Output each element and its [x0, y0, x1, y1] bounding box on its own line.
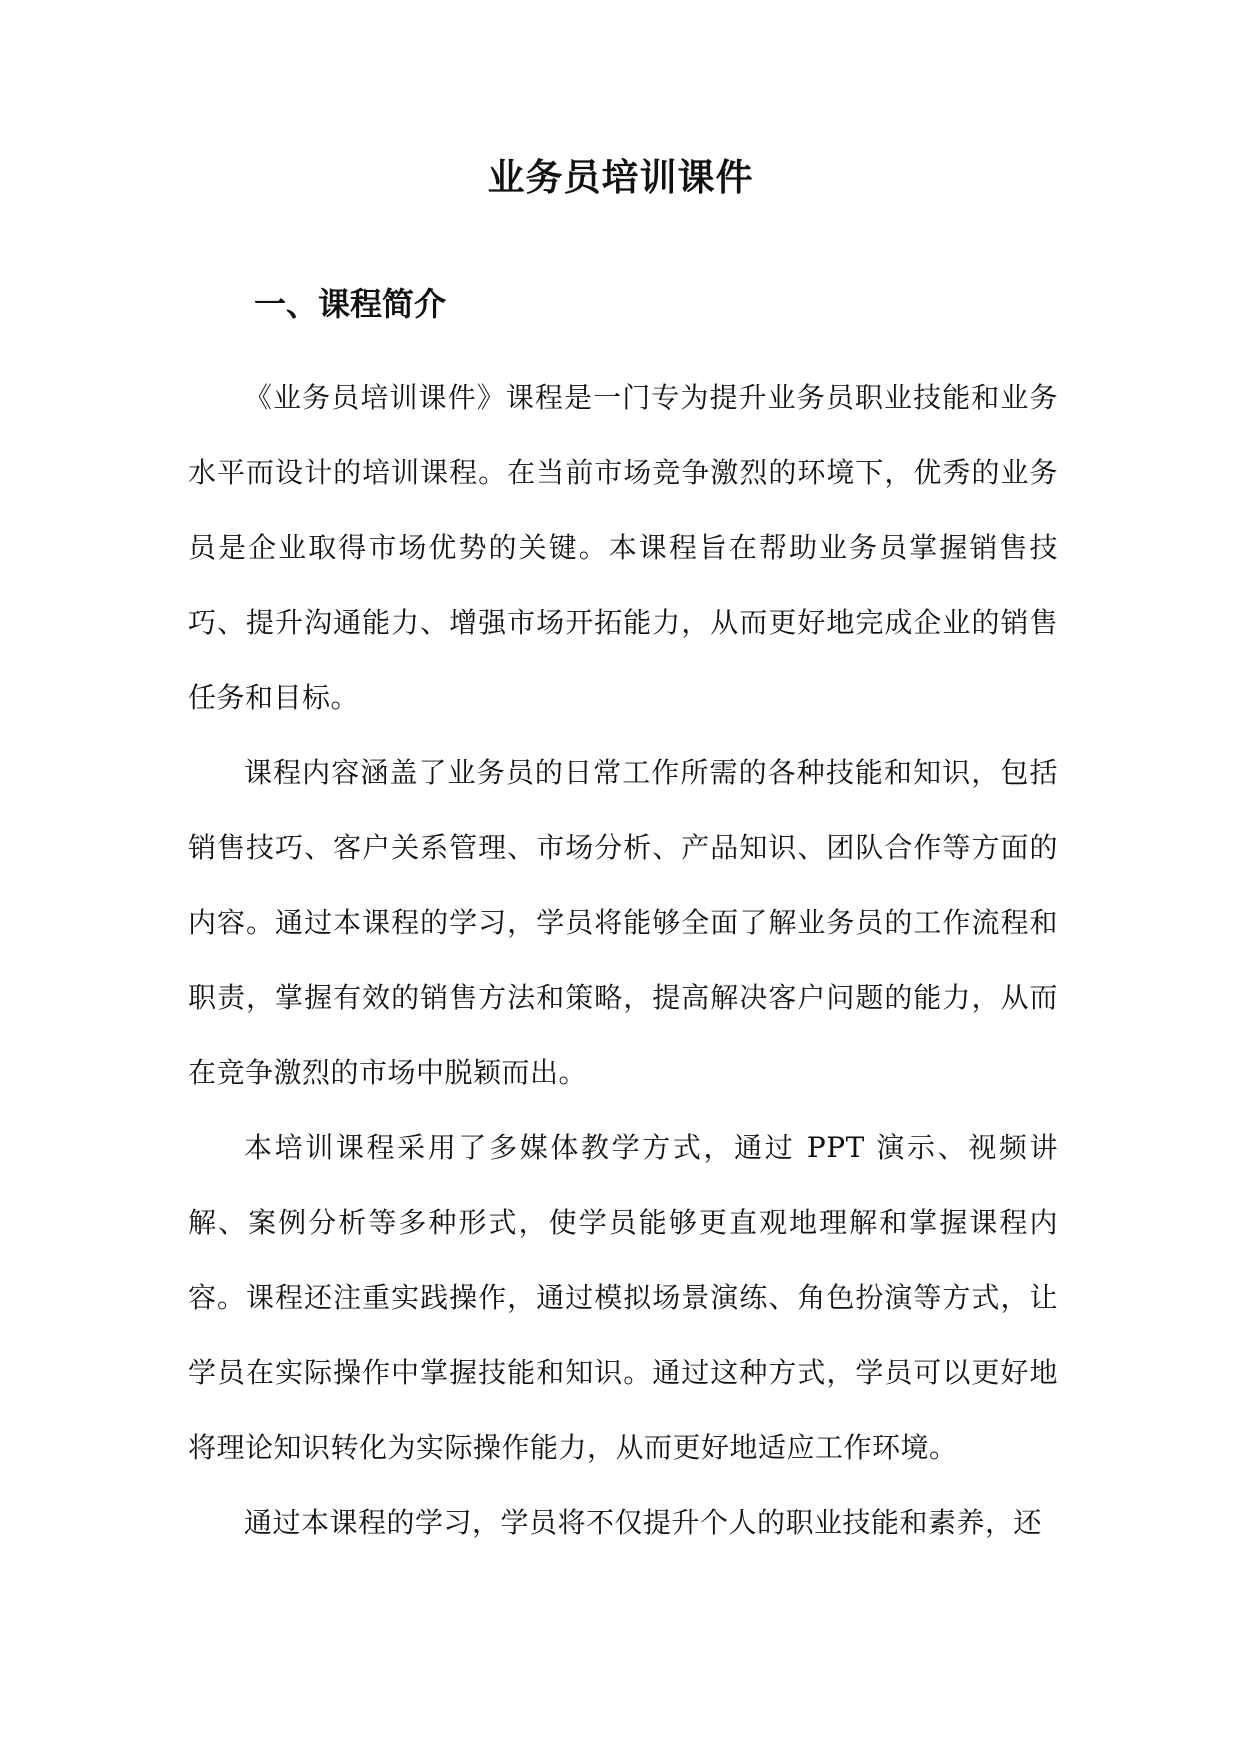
document-body [188, 360, 1058, 1560]
paragraph: 本培训课程采用了多媒体教学方式，通过 PPT 演示、视频讲解、案例分析等多种形式，使学员能够更直观地理解和掌握课程内容。课程还注重实践操作，通过模拟场景演练、角色扮演等方式，让学员在实际操作中掌握技能和知识。通过这种方式，学员可以更好地将理论知识转化为实际操作能力，从而更好地适应工作环境。 [188, 1131, 1058, 1464]
document-title: 业务员培训课件 [487, 156, 754, 199]
paragraph: 课程内容涵盖了业务员的日常工作所需的各种技能和知识，包括销售技巧、客户关系管理、市场分析、产品知识、团队合作等方面的内容。通过本课程的学习，学员将能够全面了解业务员的工作流程和职责，掌握有效的销售方法和策略，提高解决客户问题的能力，从而在竞争激烈的市场中脱颖而出。 [188, 756, 1058, 1089]
section-heading: 一、课程简介 [254, 285, 447, 323]
paragraph: 《业务员培训课件》课程是一门专为提升业务员职业技能和业务水平而设计的培训课程。在当前市场竞争激烈的环境下，优秀的业务员是企业取得市场优势的关键。本课程旨在帮助业务员掌握销售技巧、提升沟通能力、增强市场开拓能力，从而更好地完成企业的销售任务和目标。 [188, 381, 1058, 714]
paragraph: 通过本课程的学习，学员将不仅提升个人的职业技能和素养，还 [244, 1506, 1043, 1539]
